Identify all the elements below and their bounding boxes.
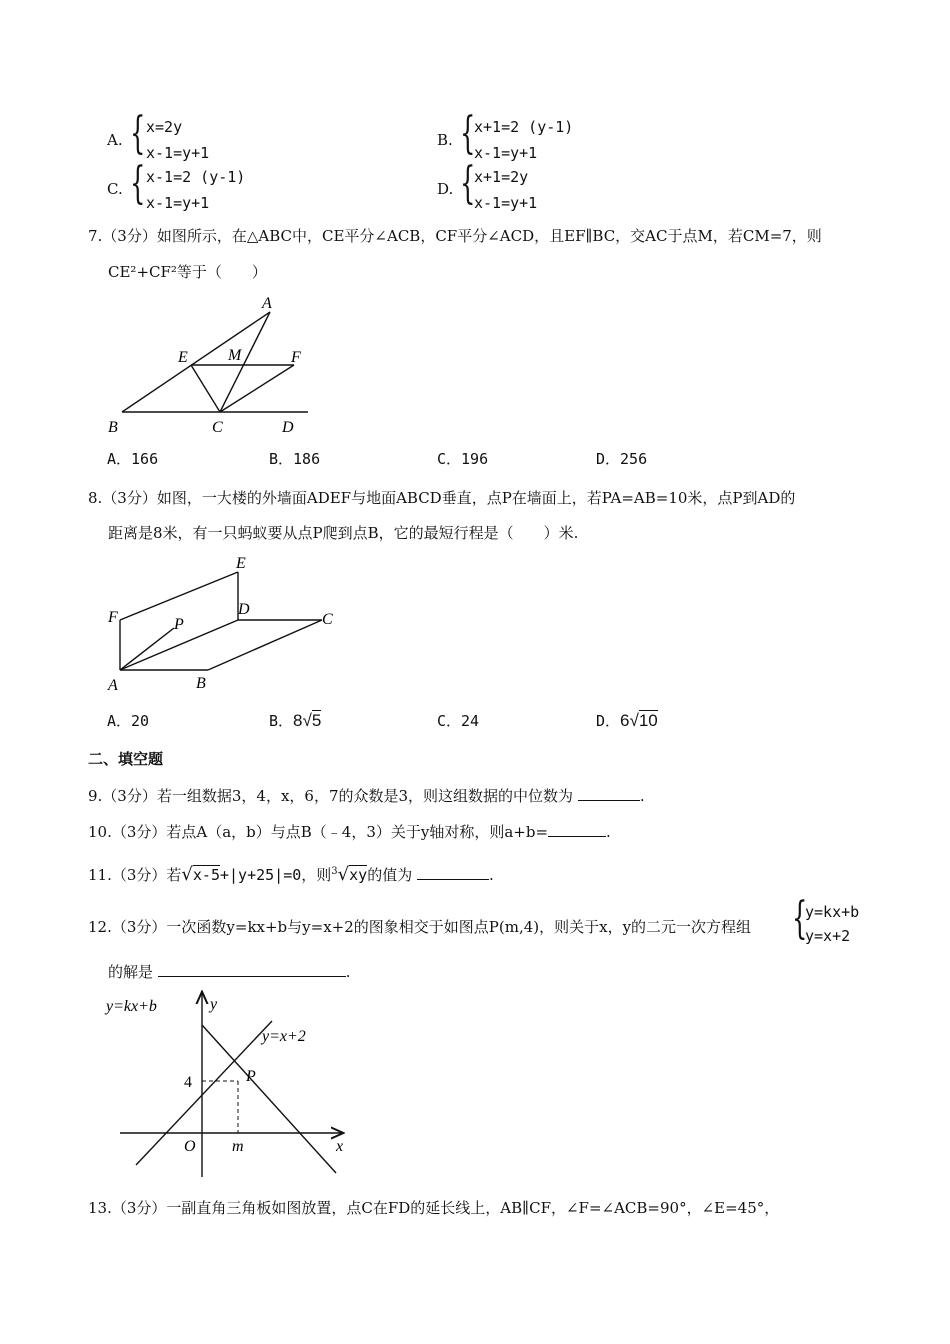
equation-system [146,164,245,216]
q8-option-d: D．6√10 [596,711,658,730]
q11: 11.（3分）若√x-5+|y+25|=0，则$^3$√xy的值为 . [88,864,494,885]
brace: { [792,893,808,944]
option-label: B. [437,131,453,149]
radicand: x-5 [192,866,220,884]
q8-option-b: B．8√5 [269,711,322,730]
four-label: 4 [184,1074,192,1091]
equation-system [805,900,859,948]
label-f: F [108,609,118,626]
q10: 10.（3分）若点A（a，b）与点B（﹣4，3）关于y轴对称，则a+b= . [88,823,611,841]
equation: x+1=2y [474,168,529,186]
option-label: A. [107,131,123,149]
brace: { [460,158,476,209]
equation: y=x+2 [805,927,851,945]
q9-text: 9.（3分）若一组数据3，4，x，6，7的众数是3，则这组数据的中位数为 [88,787,574,805]
label-f: F [291,349,301,366]
q8-stem-line2: 距离是8米，有一只蚂蚁要从点P爬到点B，它的最短行程是（ ）米. [108,524,579,542]
m-label: m [232,1138,244,1155]
label-c: C [212,419,223,436]
label-e: E [178,349,188,366]
brace: { [460,108,476,159]
q7-option-c: C．196 [437,450,489,468]
answer-blank [548,822,606,837]
q9: 9.（3分）若一组数据3，4，x，6，7的众数是3，则这组数据的中位数为 . [88,787,645,805]
label-p: P [174,616,184,633]
equation-system [474,114,573,166]
label-c: C [322,611,333,628]
q12-stem: 12.（3分）一次函数y=kx+b与y=x+2的图象相交于如图点P(m,4)，则关于x，y的二元一次方程组 [88,918,752,936]
q7-figure [100,290,330,440]
option-label: D. [437,180,454,198]
q12-figure [100,985,360,1185]
q12-line2: 的解是 . [108,963,351,981]
option-label: C. [107,180,123,198]
label-m: M [228,347,242,364]
q8-figure [100,552,350,697]
equation-system [474,164,537,216]
label-e: E [236,555,246,572]
line1-label: y=kx+b [106,998,157,1015]
label-a: A [262,295,272,312]
x-axis-label: x [336,1138,344,1155]
q8-option-a: A．20 [107,712,150,730]
origin-label: O [184,1138,196,1155]
q13-stem: 13.（3分）一副直角三角板如图放置，点C在FD的延长线上，AB∥CF，∠F=∠ACB=90°，∠E=45°， [88,1199,780,1217]
equation: x=2y [146,118,183,136]
option-b-value: 8√5 [293,711,322,730]
equation: x-1=y+1 [474,194,538,212]
label-b: B [196,675,206,692]
answer-blank [578,786,640,801]
q10-text: 10.（3分）若点A（a，b）与点B（﹣4，3）关于y轴对称，则a+b= [88,823,549,841]
answer-blank [158,962,346,977]
equation: x-1=y+1 [146,194,210,212]
label-d: D [238,601,250,618]
equation: x-1=y+1 [146,144,210,162]
line2-label: y=x+2 [262,1028,306,1045]
section-title: 二、填空题 [88,750,164,768]
q7-stem-line1: 7.（3分）如图所示，在△ABC中，CE平分∠ACB，CF平分∠ACD，且EF∥BC，交AC于点M，若CM=7，则 [88,227,822,245]
q7-stem-line2: CE²+CF²等于（ ） [108,263,267,281]
equation-system [146,114,209,166]
option-d-value: 6√10 [620,711,658,730]
label-a: A [108,677,118,694]
q7-option-a: A．166 [107,450,159,468]
equation: y=kx+b [805,903,860,921]
y-axis-label: y [210,996,218,1013]
q7-option-d: D．256 [596,450,648,468]
radicand: xy [349,866,368,884]
label-d: D [282,419,294,436]
answer-blank [417,865,489,880]
brace: { [130,108,146,159]
p-label: P [246,1068,256,1085]
q7-option-b: B．186 [269,450,321,468]
equation: x+1=2 (y-1) [474,118,574,136]
q8-option-c: C．24 [437,712,480,730]
brace: { [130,158,146,209]
q8-stem-line1: 8.（3分）如图，一大楼的外墙面ADEF与地面ABCD垂直，点P在墙面上，若PA=AB=10米，点P到AD的 [88,489,796,507]
equation: x-1=2 (y-1) [146,168,246,186]
equation: x-1=y+1 [474,144,538,162]
label-b: B [108,419,118,436]
